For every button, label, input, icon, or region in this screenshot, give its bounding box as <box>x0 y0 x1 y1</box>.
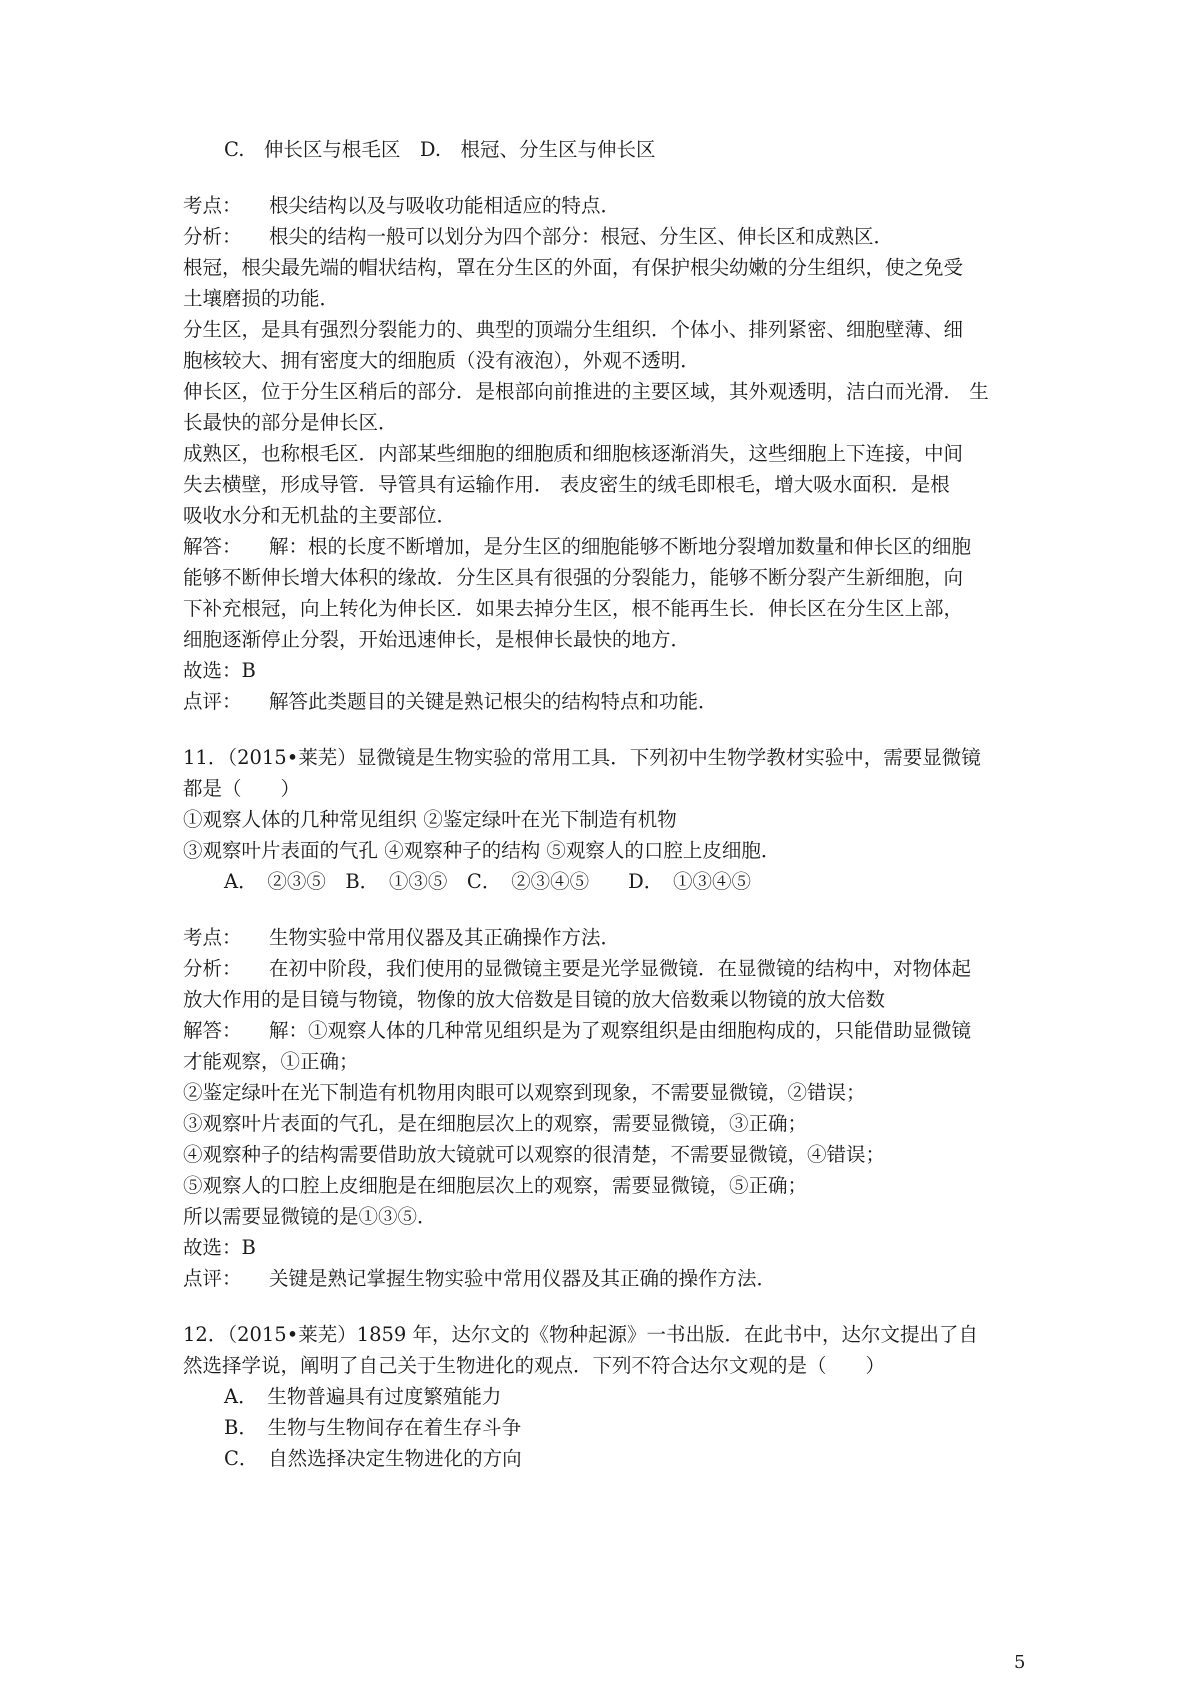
q10-fenxi <box>183 222 1023 252</box>
q12-stem-line: 12．（2015•莱芜）1859 年，达尔文的《物种起源》一书出版．在此书中，达尔文提出了自 <box>183 1323 979 1346</box>
dianping-label: 点评： <box>183 1267 242 1290</box>
q11-stem-line: ③观察叶片表面的气孔 ④观察种子的结构 ⑤观察人的口腔上皮细胞． <box>183 839 781 862</box>
q11-jieda-line: 才能观察，①正确； <box>183 1050 359 1073</box>
kaodian-label: 考点： <box>183 926 242 949</box>
q11-fenxi <box>183 954 1023 984</box>
q11-stem-line: ①观察人体的几种常见组织 ②鉴定绿叶在光下制造有机物 <box>183 808 677 831</box>
q11-jieda-line: ②鉴定绿叶在光下制造有机物用肉眼可以观察到现象，不需要显微镜，②错误； <box>183 1081 866 1104</box>
q10-fenxi-line: 胞核较大、拥有密度大的细胞质（没有液泡），外观不透明． <box>183 349 700 372</box>
q10-answer: 故选：B <box>183 659 256 682</box>
jieda-text: 解：①观察人体的几种常见组织是为了观察组织是由细胞构成的，只能借助显微镜 <box>269 1019 972 1042</box>
q10-fenxi-line: 根冠，根尖最先端的帽状结构，罩在分生区的外面，有保护根尖幼嫩的分生组织，使之免受 <box>183 256 964 279</box>
fenxi-text: 在初中阶段，我们使用的显微镜主要是光学显微镜．在显微镜的结构中，对物体起 <box>269 957 972 980</box>
q10-options-cd: C. 伸长区与根毛区 D. 根冠、分生区与伸长区 <box>224 138 656 161</box>
q12-option: C． 自然选择决定生物进化的方向 <box>224 1447 522 1470</box>
q10-dianping <box>183 687 1023 717</box>
q10-fenxi-line: 分生区，是具有强烈分裂能力的、典型的顶端分生组织．个体小、排列紧密、细胞壁薄、细 <box>183 318 964 341</box>
q11-jieda <box>183 1016 1023 1046</box>
q11-fenxi-line: 放大作用的是目镜与物镜，物像的放大倍数是目镜的放大倍数乘以物镜的放大倍数 <box>183 988 886 1011</box>
page-number: 5 <box>1014 1652 1026 1673</box>
q10-fenxi-line: 长最快的部分是伸长区． <box>183 411 398 434</box>
q11-answer: 故选：B <box>183 1236 256 1259</box>
kaodian-text: 根尖结构以及与吸收功能相适应的特点． <box>269 194 621 217</box>
kaodian-label: 考点： <box>183 194 242 217</box>
q12-stem-line: 然选择学说，阐明了自己关于生物进化的观点．下列不符合达尔文观的是（ ） <box>183 1354 886 1377</box>
jieda-label: 解答： <box>183 535 242 558</box>
dianping-text: 解答此类题目的关键是熟记根尖的结构特点和功能． <box>269 690 718 713</box>
q11-stem-line: 都是（ ） <box>183 777 301 800</box>
q11-jieda-line: 所以需要显微镜的是①③⑤． <box>183 1205 437 1228</box>
fenxi-text: 根尖的结构一般可以划分为四个部分：根冠、分生区、伸长区和成熟区． <box>269 225 894 248</box>
q11-jieda-line: ③观察叶片表面的气孔，是在细胞层次上的观察，需要显微镜，③正确； <box>183 1112 808 1135</box>
dianping-label: 点评： <box>183 690 242 713</box>
q10-fenxi-line: 失去横壁，形成导管．导管具有运输作用． 表皮密生的绒毛即根毛，增大吸水面积．是根 <box>183 473 950 496</box>
q11-options: A． ②③⑤ B． ①③⑤ C． ②③④⑤ D． ①③④⑤ <box>224 870 751 893</box>
kaodian-text: 生物实验中常用仪器及其正确操作方法． <box>269 926 621 949</box>
fenxi-label: 分析： <box>183 225 242 248</box>
q11-dianping <box>183 1264 1023 1294</box>
q12-option: A． 生物普遍具有过度繁殖能力 <box>224 1385 502 1408</box>
q11-stem-line: 11．（2015•莱芜）显微镜是生物实验的常用工具．下列初中生物学教材实验中，需要显微镜 <box>183 746 981 769</box>
q10-fenxi-line: 土壤磨损的功能． <box>183 287 340 310</box>
q10-jieda <box>183 532 1023 562</box>
jieda-label: 解答： <box>183 1019 242 1042</box>
q10-jieda-line: 能够不断伸长增大体积的缘故．分生区具有很强的分裂能力，能够不断分裂产生新细胞，向 <box>183 566 964 589</box>
q10-fenxi-line: 成熟区，也称根毛区．内部某些细胞的细胞质和细胞核逐渐消失，这些细胞上下连接，中间 <box>183 442 964 465</box>
q12-option: B． 生物与生物间存在着生存斗争 <box>224 1416 522 1439</box>
fenxi-label: 分析： <box>183 957 242 980</box>
q10-fenxi-line: 伸长区，位于分生区稍后的部分．是根部向前推进的主要区域，其外观透明，洁白而光滑． 生 <box>183 380 989 403</box>
q11-jieda-line: ⑤观察人的口腔上皮细胞是在细胞层次上的观察，需要显微镜，⑤正确； <box>183 1174 808 1197</box>
q10-jieda-line: 细胞逐渐停止分裂，开始迅速伸长，是根伸长最快的地方． <box>183 628 691 651</box>
q11-jieda-line: ④观察种子的结构需要借助放大镜就可以观察的很清楚，不需要显微镜，④错误； <box>183 1143 886 1166</box>
q10-kaodian <box>183 191 1023 221</box>
q10-jieda-line: 下补充根冠，向上转化为伸长区．如果去掉分生区，根不能再生长．伸长区在分生区上部， <box>183 597 964 620</box>
jieda-text: 解：根的长度不断增加，是分生区的细胞能够不断地分裂增加数量和伸长区的细胞 <box>269 535 972 558</box>
q10-fenxi-line: 吸收水分和无机盐的主要部位． <box>183 504 457 527</box>
q11-kaodian <box>183 923 1023 953</box>
dianping-text: 关键是熟记掌握生物实验中常用仪器及其正确的操作方法． <box>269 1267 777 1290</box>
